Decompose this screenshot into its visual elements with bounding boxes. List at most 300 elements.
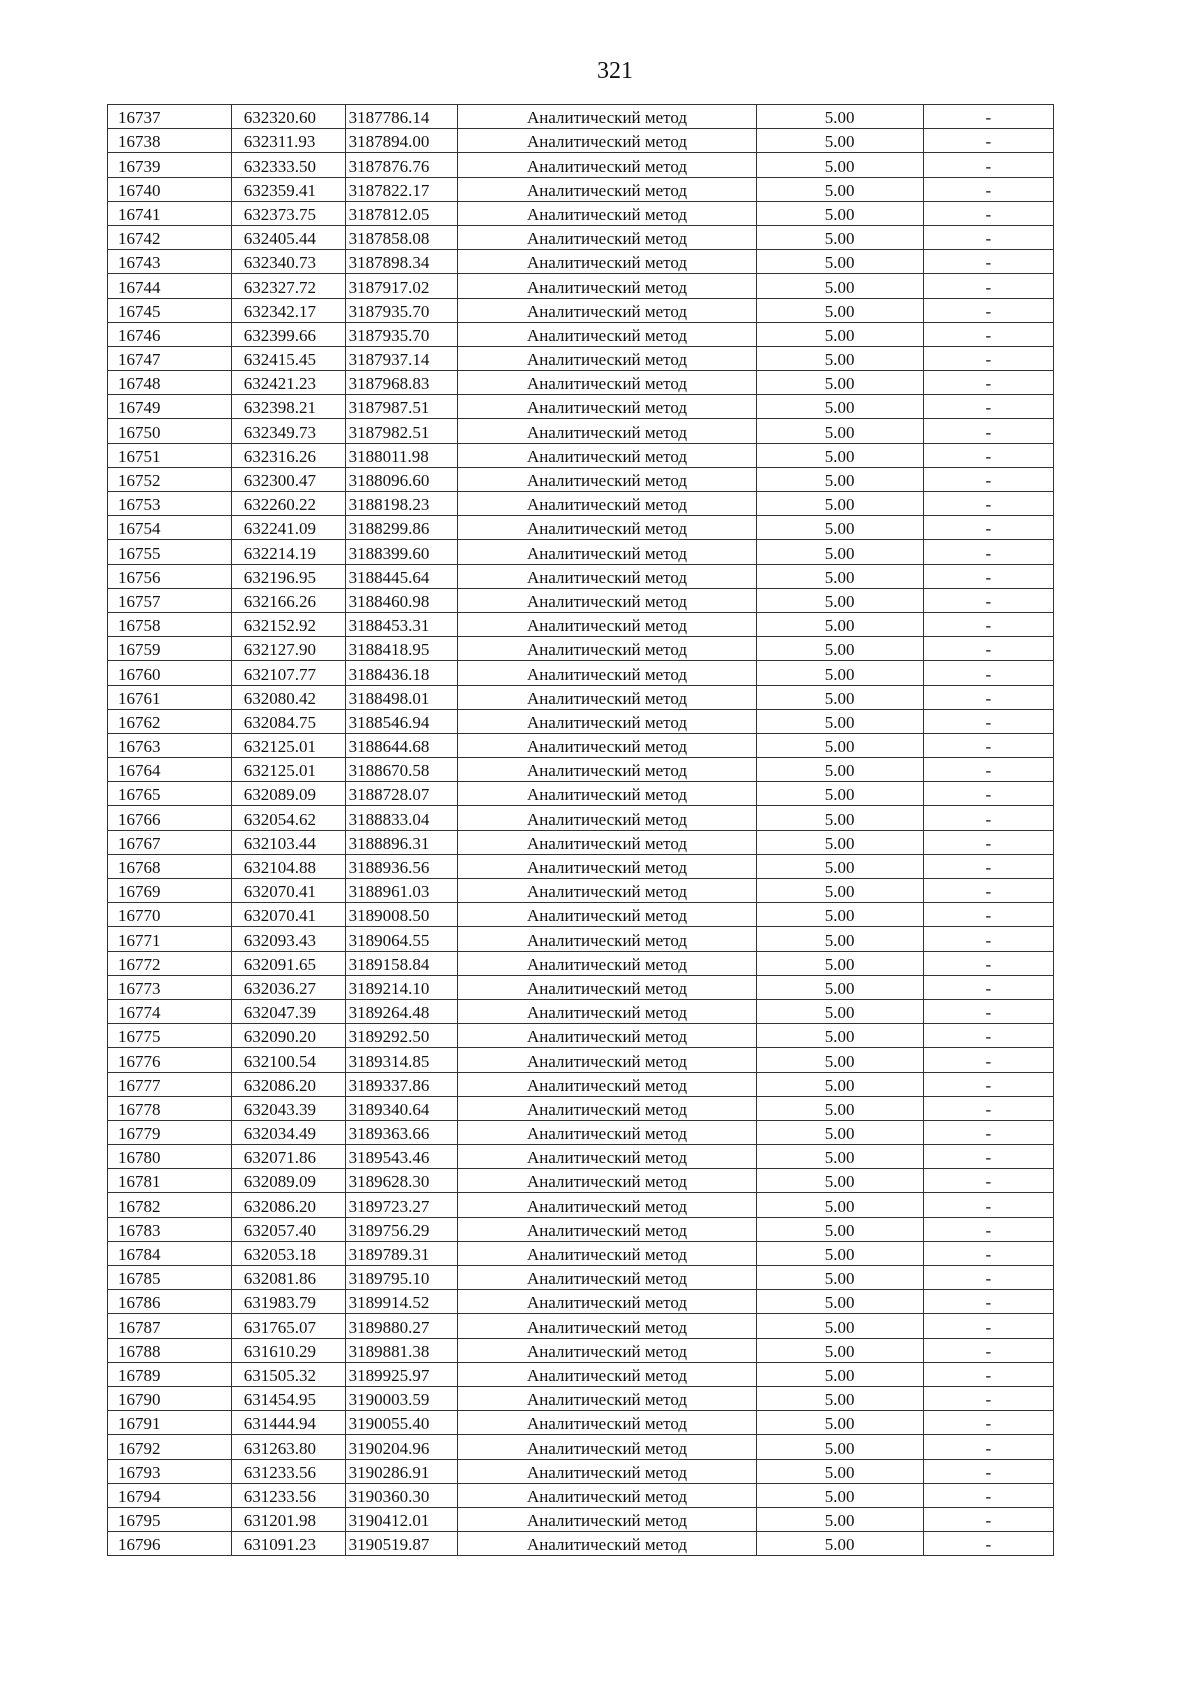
accuracy-cell: 5.00: [756, 467, 923, 491]
point-number-cell: 16741: [108, 201, 232, 225]
y-coordinate-cell: 3188096.60: [345, 467, 458, 491]
y-coordinate-cell: 3189543.46: [345, 1145, 458, 1169]
table-row: [108, 225, 1054, 249]
point-number-cell: 16760: [108, 661, 232, 685]
accuracy-cell: 5.00: [756, 1096, 923, 1120]
y-coordinate-cell: 3188498.01: [345, 685, 458, 709]
point-number-cell: 16758: [108, 612, 232, 636]
point-number-cell: 16789: [108, 1362, 232, 1386]
point-number-cell: 16795: [108, 1507, 232, 1531]
dash-cell: -: [923, 492, 1053, 516]
accuracy-cell: 5.00: [756, 564, 923, 588]
x-coordinate-cell: 632047.39: [231, 999, 345, 1023]
point-number-cell: 16787: [108, 1314, 232, 1338]
table-row: [108, 1459, 1054, 1483]
table-row: [108, 395, 1054, 419]
x-coordinate-cell: 632340.73: [231, 250, 345, 274]
point-number-cell: 16738: [108, 129, 232, 153]
x-coordinate-cell: 631983.79: [231, 1290, 345, 1314]
dash-cell: -: [923, 105, 1053, 129]
point-number-cell: 16791: [108, 1411, 232, 1435]
method-cell: Аналитический метод: [458, 782, 756, 806]
table-row: [108, 250, 1054, 274]
coordinates-table-body: [108, 105, 1054, 1556]
dash-cell: -: [923, 1145, 1053, 1169]
accuracy-cell: 5.00: [756, 637, 923, 661]
x-coordinate-cell: 632104.88: [231, 854, 345, 878]
y-coordinate-cell: 3190003.59: [345, 1386, 458, 1410]
method-cell: Аналитический метод: [458, 153, 756, 177]
point-number-cell: 16737: [108, 105, 232, 129]
table-row: [108, 685, 1054, 709]
point-number-cell: 16781: [108, 1169, 232, 1193]
accuracy-cell: 5.00: [756, 1435, 923, 1459]
y-coordinate-cell: 3188833.04: [345, 806, 458, 830]
accuracy-cell: 5.00: [756, 975, 923, 999]
point-number-cell: 16788: [108, 1338, 232, 1362]
x-coordinate-cell: 632241.09: [231, 516, 345, 540]
y-coordinate-cell: 3189925.97: [345, 1362, 458, 1386]
y-coordinate-cell: 3189756.29: [345, 1217, 458, 1241]
x-coordinate-cell: 632166.26: [231, 588, 345, 612]
table-row: [108, 298, 1054, 322]
y-coordinate-cell: 3188453.31: [345, 612, 458, 636]
dash-cell: -: [923, 1048, 1053, 1072]
dash-cell: -: [923, 1411, 1053, 1435]
point-number-cell: 16739: [108, 153, 232, 177]
point-number-cell: 16774: [108, 999, 232, 1023]
accuracy-cell: 5.00: [756, 1241, 923, 1265]
dash-cell: -: [923, 201, 1053, 225]
accuracy-cell: 5.00: [756, 419, 923, 443]
y-coordinate-cell: 3189881.38: [345, 1338, 458, 1362]
dash-cell: -: [923, 588, 1053, 612]
y-coordinate-cell: 3188936.56: [345, 854, 458, 878]
accuracy-cell: 5.00: [756, 1266, 923, 1290]
method-cell: Аналитический метод: [458, 225, 756, 249]
accuracy-cell: 5.00: [756, 685, 923, 709]
table-row: [108, 1435, 1054, 1459]
table-row: [108, 1386, 1054, 1410]
y-coordinate-cell: 3188644.68: [345, 733, 458, 757]
accuracy-cell: 5.00: [756, 1386, 923, 1410]
table-row: [108, 564, 1054, 588]
method-cell: Аналитический метод: [458, 177, 756, 201]
point-number-cell: 16756: [108, 564, 232, 588]
y-coordinate-cell: 3187935.70: [345, 322, 458, 346]
y-coordinate-cell: 3189008.50: [345, 903, 458, 927]
y-coordinate-cell: 3190360.30: [345, 1483, 458, 1507]
dash-cell: -: [923, 999, 1053, 1023]
x-coordinate-cell: 631201.98: [231, 1507, 345, 1531]
table-row: [108, 1483, 1054, 1507]
y-coordinate-cell: 3187917.02: [345, 274, 458, 298]
point-number-cell: 16757: [108, 588, 232, 612]
table-row: [108, 1145, 1054, 1169]
y-coordinate-cell: 3190055.40: [345, 1411, 458, 1435]
x-coordinate-cell: 632405.44: [231, 225, 345, 249]
x-coordinate-cell: 631610.29: [231, 1338, 345, 1362]
accuracy-cell: 5.00: [756, 371, 923, 395]
point-number-cell: 16761: [108, 685, 232, 709]
point-number-cell: 16790: [108, 1386, 232, 1410]
method-cell: Аналитический метод: [458, 1241, 756, 1265]
y-coordinate-cell: 3190286.91: [345, 1459, 458, 1483]
table-row: [108, 782, 1054, 806]
x-coordinate-cell: 632086.20: [231, 1072, 345, 1096]
x-coordinate-cell: 632086.20: [231, 1193, 345, 1217]
dash-cell: -: [923, 854, 1053, 878]
y-coordinate-cell: 3187987.51: [345, 395, 458, 419]
point-number-cell: 16768: [108, 854, 232, 878]
accuracy-cell: 5.00: [756, 1217, 923, 1241]
dash-cell: -: [923, 903, 1053, 927]
dash-cell: -: [923, 975, 1053, 999]
point-number-cell: 16779: [108, 1120, 232, 1144]
x-coordinate-cell: 631091.23: [231, 1532, 345, 1556]
method-cell: Аналитический метод: [458, 975, 756, 999]
dash-cell: -: [923, 443, 1053, 467]
coordinates-table: [107, 104, 1054, 1556]
x-coordinate-cell: 632214.19: [231, 540, 345, 564]
dash-cell: -: [923, 1507, 1053, 1531]
table-row: [108, 467, 1054, 491]
point-number-cell: 16747: [108, 346, 232, 370]
table-row: [108, 661, 1054, 685]
table-row: [108, 371, 1054, 395]
table-row: [108, 492, 1054, 516]
method-cell: Аналитический метод: [458, 709, 756, 733]
point-number-cell: 16752: [108, 467, 232, 491]
x-coordinate-cell: 632421.23: [231, 371, 345, 395]
table-row: [108, 830, 1054, 854]
method-cell: Аналитический метод: [458, 951, 756, 975]
method-cell: Аналитический метод: [458, 879, 756, 903]
accuracy-cell: 5.00: [756, 1169, 923, 1193]
point-number-cell: 16784: [108, 1241, 232, 1265]
accuracy-cell: 5.00: [756, 395, 923, 419]
dash-cell: -: [923, 153, 1053, 177]
x-coordinate-cell: 632196.95: [231, 564, 345, 588]
method-cell: Аналитический метод: [458, 201, 756, 225]
point-number-cell: 16783: [108, 1217, 232, 1241]
x-coordinate-cell: 632053.18: [231, 1241, 345, 1265]
accuracy-cell: 5.00: [756, 927, 923, 951]
dash-cell: -: [923, 1120, 1053, 1144]
table-row: [108, 1072, 1054, 1096]
point-number-cell: 16796: [108, 1532, 232, 1556]
dash-cell: -: [923, 1266, 1053, 1290]
y-coordinate-cell: 3187786.14: [345, 105, 458, 129]
method-cell: Аналитический метод: [458, 1411, 756, 1435]
x-coordinate-cell: 632399.66: [231, 322, 345, 346]
accuracy-cell: 5.00: [756, 105, 923, 129]
dash-cell: -: [923, 322, 1053, 346]
table-row: [108, 1314, 1054, 1338]
x-coordinate-cell: 631233.56: [231, 1459, 345, 1483]
method-cell: Аналитический метод: [458, 1483, 756, 1507]
dash-cell: -: [923, 1241, 1053, 1265]
table-row: [108, 443, 1054, 467]
y-coordinate-cell: 3190519.87: [345, 1532, 458, 1556]
method-cell: Аналитический метод: [458, 467, 756, 491]
method-cell: Аналитический метод: [458, 419, 756, 443]
y-coordinate-cell: 3187982.51: [345, 419, 458, 443]
dash-cell: -: [923, 782, 1053, 806]
y-coordinate-cell: 3187968.83: [345, 371, 458, 395]
dash-cell: -: [923, 1096, 1053, 1120]
x-coordinate-cell: 631233.56: [231, 1483, 345, 1507]
dash-cell: -: [923, 395, 1053, 419]
dash-cell: -: [923, 1532, 1053, 1556]
method-cell: Аналитический метод: [458, 322, 756, 346]
y-coordinate-cell: 3190204.96: [345, 1435, 458, 1459]
x-coordinate-cell: 632415.45: [231, 346, 345, 370]
x-coordinate-cell: 632091.65: [231, 951, 345, 975]
table-row: [108, 733, 1054, 757]
page-number: 321: [597, 58, 633, 84]
method-cell: Аналитический метод: [458, 661, 756, 685]
table-row: [108, 177, 1054, 201]
method-cell: Аналитический метод: [458, 540, 756, 564]
y-coordinate-cell: 3189795.10: [345, 1266, 458, 1290]
point-number-cell: 16769: [108, 879, 232, 903]
x-coordinate-cell: 632125.01: [231, 733, 345, 757]
dash-cell: -: [923, 1459, 1053, 1483]
y-coordinate-cell: 3188418.95: [345, 637, 458, 661]
y-coordinate-cell: 3189363.66: [345, 1120, 458, 1144]
point-number-cell: 16743: [108, 250, 232, 274]
point-number-cell: 16763: [108, 733, 232, 757]
accuracy-cell: 5.00: [756, 733, 923, 757]
y-coordinate-cell: 3188728.07: [345, 782, 458, 806]
dash-cell: -: [923, 129, 1053, 153]
method-cell: Аналитический метод: [458, 105, 756, 129]
accuracy-cell: 5.00: [756, 1193, 923, 1217]
y-coordinate-cell: 3188011.98: [345, 443, 458, 467]
table-row: [108, 951, 1054, 975]
table-row: [108, 274, 1054, 298]
x-coordinate-cell: 632054.62: [231, 806, 345, 830]
y-coordinate-cell: 3188546.94: [345, 709, 458, 733]
method-cell: Аналитический метод: [458, 1072, 756, 1096]
table-row: [108, 903, 1054, 927]
y-coordinate-cell: 3189264.48: [345, 999, 458, 1023]
dash-cell: -: [923, 1217, 1053, 1241]
accuracy-cell: 5.00: [756, 903, 923, 927]
method-cell: Аналитический метод: [458, 1096, 756, 1120]
dash-cell: -: [923, 661, 1053, 685]
table-row: [108, 588, 1054, 612]
y-coordinate-cell: 3189337.86: [345, 1072, 458, 1096]
table-row: [108, 1290, 1054, 1314]
point-number-cell: 16792: [108, 1435, 232, 1459]
y-coordinate-cell: 3187822.17: [345, 177, 458, 201]
accuracy-cell: 5.00: [756, 201, 923, 225]
dash-cell: -: [923, 951, 1053, 975]
x-coordinate-cell: 632103.44: [231, 830, 345, 854]
dash-cell: -: [923, 1024, 1053, 1048]
point-number-cell: 16742: [108, 225, 232, 249]
method-cell: Аналитический метод: [458, 516, 756, 540]
method-cell: Аналитический метод: [458, 903, 756, 927]
dash-cell: -: [923, 564, 1053, 588]
table-row: [108, 927, 1054, 951]
table-row: [108, 540, 1054, 564]
y-coordinate-cell: 3187898.34: [345, 250, 458, 274]
point-number-cell: 16773: [108, 975, 232, 999]
y-coordinate-cell: 3189292.50: [345, 1024, 458, 1048]
method-cell: Аналитический метод: [458, 758, 756, 782]
point-number-cell: 16745: [108, 298, 232, 322]
accuracy-cell: 5.00: [756, 274, 923, 298]
method-cell: Аналитический метод: [458, 588, 756, 612]
accuracy-cell: 5.00: [756, 806, 923, 830]
x-coordinate-cell: 632311.93: [231, 129, 345, 153]
method-cell: Аналитический метод: [458, 1386, 756, 1410]
dash-cell: -: [923, 879, 1053, 903]
point-number-cell: 16740: [108, 177, 232, 201]
table-row: [108, 322, 1054, 346]
point-number-cell: 16746: [108, 322, 232, 346]
dash-cell: -: [923, 612, 1053, 636]
table-row: [108, 1048, 1054, 1072]
x-coordinate-cell: 632373.75: [231, 201, 345, 225]
accuracy-cell: 5.00: [756, 250, 923, 274]
dash-cell: -: [923, 1314, 1053, 1338]
dash-cell: -: [923, 1386, 1053, 1410]
point-number-cell: 16775: [108, 1024, 232, 1048]
x-coordinate-cell: 632398.21: [231, 395, 345, 419]
dash-cell: -: [923, 1169, 1053, 1193]
point-number-cell: 16772: [108, 951, 232, 975]
y-coordinate-cell: 3188436.18: [345, 661, 458, 685]
point-number-cell: 16750: [108, 419, 232, 443]
table-row: [108, 153, 1054, 177]
x-coordinate-cell: 632057.40: [231, 1217, 345, 1241]
x-coordinate-cell: 632090.20: [231, 1024, 345, 1048]
x-coordinate-cell: 632349.73: [231, 419, 345, 443]
y-coordinate-cell: 3187812.05: [345, 201, 458, 225]
method-cell: Аналитический метод: [458, 1266, 756, 1290]
x-coordinate-cell: 632034.49: [231, 1120, 345, 1144]
dash-cell: -: [923, 1338, 1053, 1362]
table-row: [108, 999, 1054, 1023]
accuracy-cell: 5.00: [756, 1048, 923, 1072]
accuracy-cell: 5.00: [756, 1362, 923, 1386]
accuracy-cell: 5.00: [756, 1314, 923, 1338]
accuracy-cell: 5.00: [756, 999, 923, 1023]
x-coordinate-cell: 632080.42: [231, 685, 345, 709]
method-cell: Аналитический метод: [458, 999, 756, 1023]
method-cell: Аналитический метод: [458, 274, 756, 298]
dash-cell: -: [923, 540, 1053, 564]
method-cell: Аналитический метод: [458, 830, 756, 854]
y-coordinate-cell: 3188399.60: [345, 540, 458, 564]
method-cell: Аналитический метод: [458, 1120, 756, 1144]
x-coordinate-cell: 632300.47: [231, 467, 345, 491]
x-coordinate-cell: 632316.26: [231, 443, 345, 467]
table-row: [108, 1507, 1054, 1531]
accuracy-cell: 5.00: [756, 129, 923, 153]
point-number-cell: 16767: [108, 830, 232, 854]
accuracy-cell: 5.00: [756, 492, 923, 516]
accuracy-cell: 5.00: [756, 1024, 923, 1048]
x-coordinate-cell: 632100.54: [231, 1048, 345, 1072]
dash-cell: -: [923, 1435, 1053, 1459]
x-coordinate-cell: 632093.43: [231, 927, 345, 951]
dash-cell: -: [923, 709, 1053, 733]
table-row: [108, 854, 1054, 878]
method-cell: Аналитический метод: [458, 443, 756, 467]
point-number-cell: 16777: [108, 1072, 232, 1096]
point-number-cell: 16764: [108, 758, 232, 782]
y-coordinate-cell: 3187935.70: [345, 298, 458, 322]
dash-cell: -: [923, 419, 1053, 443]
table-row: [108, 879, 1054, 903]
y-coordinate-cell: 3189723.27: [345, 1193, 458, 1217]
accuracy-cell: 5.00: [756, 1483, 923, 1507]
accuracy-cell: 5.00: [756, 879, 923, 903]
y-coordinate-cell: 3188670.58: [345, 758, 458, 782]
method-cell: Аналитический метод: [458, 1169, 756, 1193]
method-cell: Аналитический метод: [458, 1435, 756, 1459]
dash-cell: -: [923, 467, 1053, 491]
x-coordinate-cell: 632070.41: [231, 879, 345, 903]
dash-cell: -: [923, 1193, 1053, 1217]
x-coordinate-cell: 631505.32: [231, 1362, 345, 1386]
table-row: [108, 975, 1054, 999]
x-coordinate-cell: 632127.90: [231, 637, 345, 661]
method-cell: Аналитический метод: [458, 612, 756, 636]
table-row: [108, 1024, 1054, 1048]
point-number-cell: 16771: [108, 927, 232, 951]
table-row: [108, 1338, 1054, 1362]
dash-cell: -: [923, 371, 1053, 395]
y-coordinate-cell: 3189314.85: [345, 1048, 458, 1072]
dash-cell: -: [923, 758, 1053, 782]
y-coordinate-cell: 3189880.27: [345, 1314, 458, 1338]
x-coordinate-cell: 632342.17: [231, 298, 345, 322]
accuracy-cell: 5.00: [756, 1290, 923, 1314]
table-row: [108, 1411, 1054, 1435]
table-row: [108, 1193, 1054, 1217]
point-number-cell: 16793: [108, 1459, 232, 1483]
dash-cell: -: [923, 516, 1053, 540]
table-row: [108, 637, 1054, 661]
y-coordinate-cell: 3189628.30: [345, 1169, 458, 1193]
method-cell: Аналитический метод: [458, 1217, 756, 1241]
accuracy-cell: 5.00: [756, 661, 923, 685]
method-cell: Аналитический метод: [458, 346, 756, 370]
point-number-cell: 16766: [108, 806, 232, 830]
x-coordinate-cell: 631454.95: [231, 1386, 345, 1410]
dash-cell: -: [923, 177, 1053, 201]
point-number-cell: 16762: [108, 709, 232, 733]
dash-cell: -: [923, 927, 1053, 951]
method-cell: Аналитический метод: [458, 564, 756, 588]
method-cell: Аналитический метод: [458, 1459, 756, 1483]
accuracy-cell: 5.00: [756, 1532, 923, 1556]
y-coordinate-cell: 3188961.03: [345, 879, 458, 903]
x-coordinate-cell: 631765.07: [231, 1314, 345, 1338]
y-coordinate-cell: 3189914.52: [345, 1290, 458, 1314]
x-coordinate-cell: 632043.39: [231, 1096, 345, 1120]
dash-cell: -: [923, 274, 1053, 298]
point-number-cell: 16755: [108, 540, 232, 564]
method-cell: Аналитический метод: [458, 806, 756, 830]
point-number-cell: 16759: [108, 637, 232, 661]
